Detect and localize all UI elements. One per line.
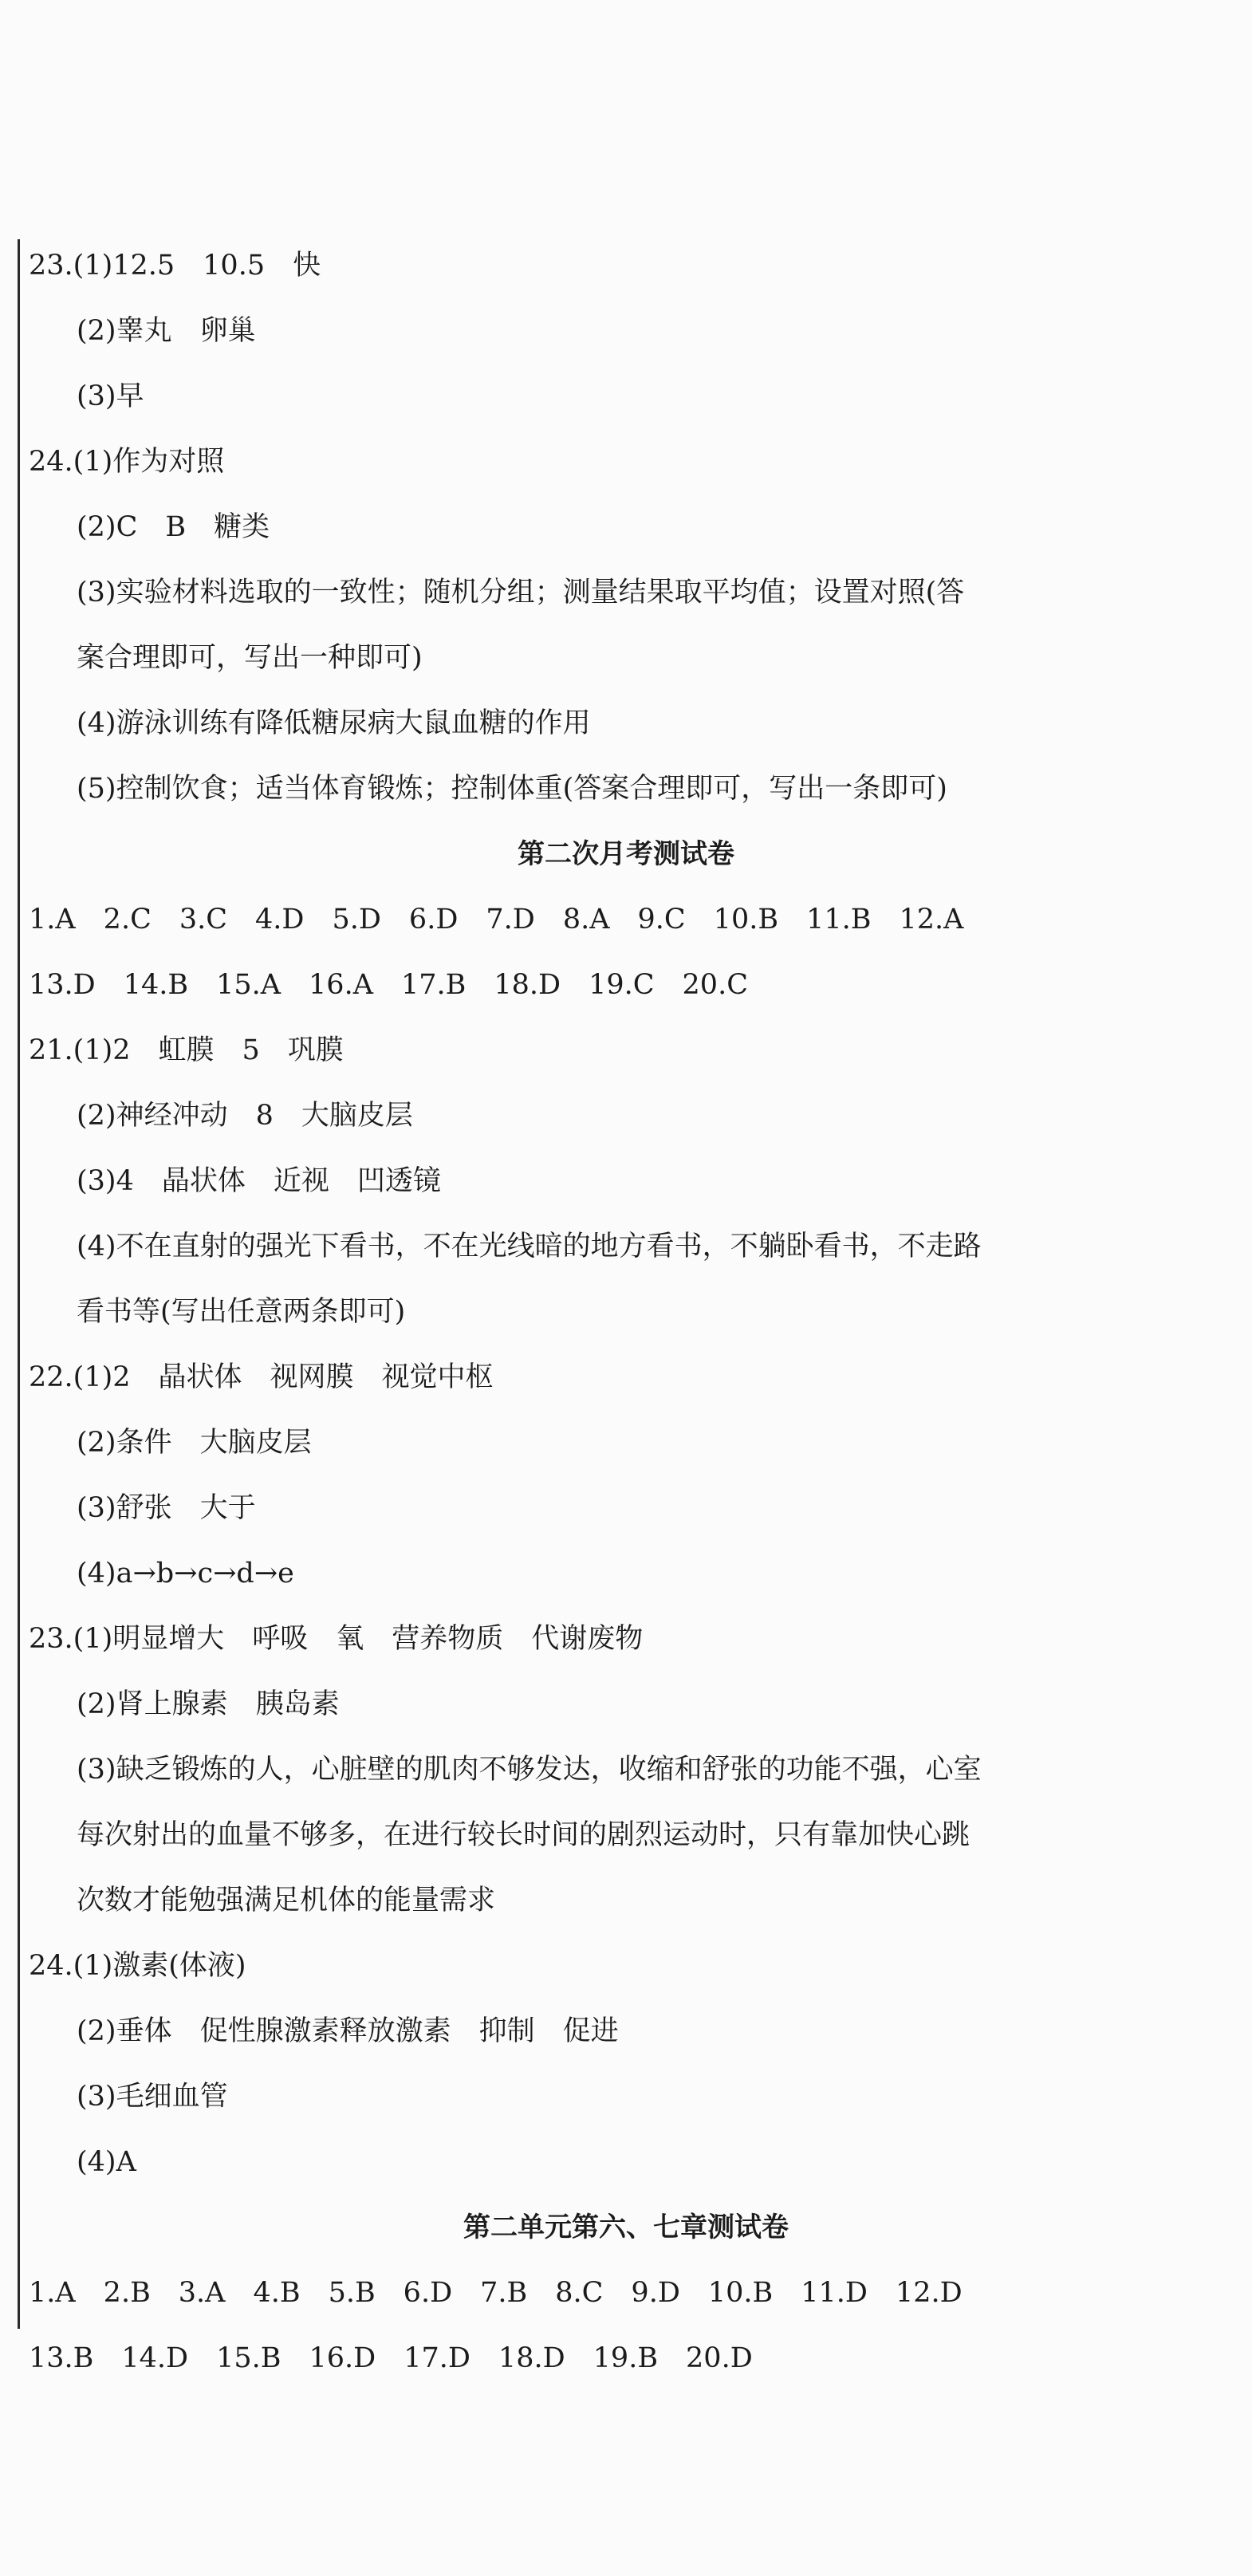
answer-23b-3: (3)缺乏锻炼的人，心脏壁的肌肉不够发达，收缩和舒张的功能不强，心室 bbox=[77, 1754, 982, 1786]
answer-24-3: (3)实验材料选取的一致性；随机分组；测量结果取平均值；设置对照(答 bbox=[77, 577, 965, 609]
margin-rule bbox=[18, 239, 20, 2329]
answer-23b-1: 23.(1)明显增大 呼吸 氧 营养物质 代谢废物 bbox=[29, 1623, 644, 1655]
answer-23b-3-cont-2: 次数才能勉强满足机体的能量需求 bbox=[77, 1885, 496, 1916]
answer-22-3: (3)舒张 大于 bbox=[77, 1492, 256, 1524]
answer-24-2: (2)C B 糖类 bbox=[77, 511, 270, 543]
answer-22-2: (2)条件 大脑皮层 bbox=[77, 1427, 312, 1459]
section-title-second-monthly-test: 第二次月考测试卷 bbox=[518, 838, 734, 870]
answer-21-4: (4)不在直射的强光下看书，不在光线暗的地方看书，不躺卧看书，不走路 bbox=[77, 1231, 982, 1262]
choice-answers-row-1: 1.A 2.C 3.C 4.D 5.D 6.D 7.D 8.A 9.C 10.B 11.B 12.A bbox=[29, 904, 964, 935]
answer-23b-2: (2)肾上腺素 胰岛素 bbox=[77, 1688, 340, 1720]
answer-24-5: (5)控制饮食；适当体育锻炼；控制体重(答案合理即可，写出一条即可) bbox=[77, 773, 947, 805]
answer-24-4: (4)游泳训练有降低糖尿病大鼠血糖的作用 bbox=[77, 707, 591, 739]
answer-21-1: 21.(1)2 虹膜 5 巩膜 bbox=[29, 1034, 344, 1066]
answer-22-4: (4)a→b→c→d→e bbox=[77, 1558, 294, 1589]
answer-24b-4: (4)A bbox=[77, 2146, 136, 2178]
section-title-unit-2-ch6-7-test: 第二单元第六、七章测试卷 bbox=[463, 2212, 789, 2243]
answer-24b-3: (3)毛细血管 bbox=[77, 2081, 228, 2113]
answer-23b-3-cont-1: 每次射出的血量不够多，在进行较长时间的剧烈运动时，只有靠加快心跳 bbox=[77, 1819, 970, 1851]
answer-23-1: 23.(1)12.5 10.5 快 bbox=[29, 250, 321, 282]
choice-answers-row-3: 1.A 2.B 3.A 4.B 5.B 6.D 7.B 8.C 9.D 10.B 11.D 12.D bbox=[29, 2277, 963, 2309]
choice-answers-row-4: 13.B 14.D 15.B 16.D 17.D 18.D 19.B 20.D bbox=[29, 2342, 753, 2374]
answer-24b-2: (2)垂体 促性腺激素释放激素 抑制 促进 bbox=[77, 2015, 619, 2047]
answer-23-2: (2)睾丸 卵巢 bbox=[77, 315, 256, 347]
answer-24-3-cont: 案合理即可，写出一种即可) bbox=[77, 642, 423, 674]
answer-21-3: (3)4 晶状体 近视 凹透镜 bbox=[77, 1165, 441, 1197]
answer-21-2: (2)神经冲动 8 大脑皮层 bbox=[77, 1100, 413, 1132]
answer-23-3: (3)早 bbox=[77, 380, 144, 412]
choice-answers-row-2: 13.D 14.B 15.A 16.A 17.B 18.D 19.C 20.C bbox=[29, 969, 748, 1001]
answer-24b-1: 24.(1)激素(体液) bbox=[29, 1950, 246, 1982]
answer-21-4-cont: 看书等(写出任意两条即可) bbox=[77, 1296, 406, 1328]
answer-24-1: 24.(1)作为对照 bbox=[29, 446, 225, 478]
answer-22-1: 22.(1)2 晶状体 视网膜 视觉中枢 bbox=[29, 1361, 494, 1393]
